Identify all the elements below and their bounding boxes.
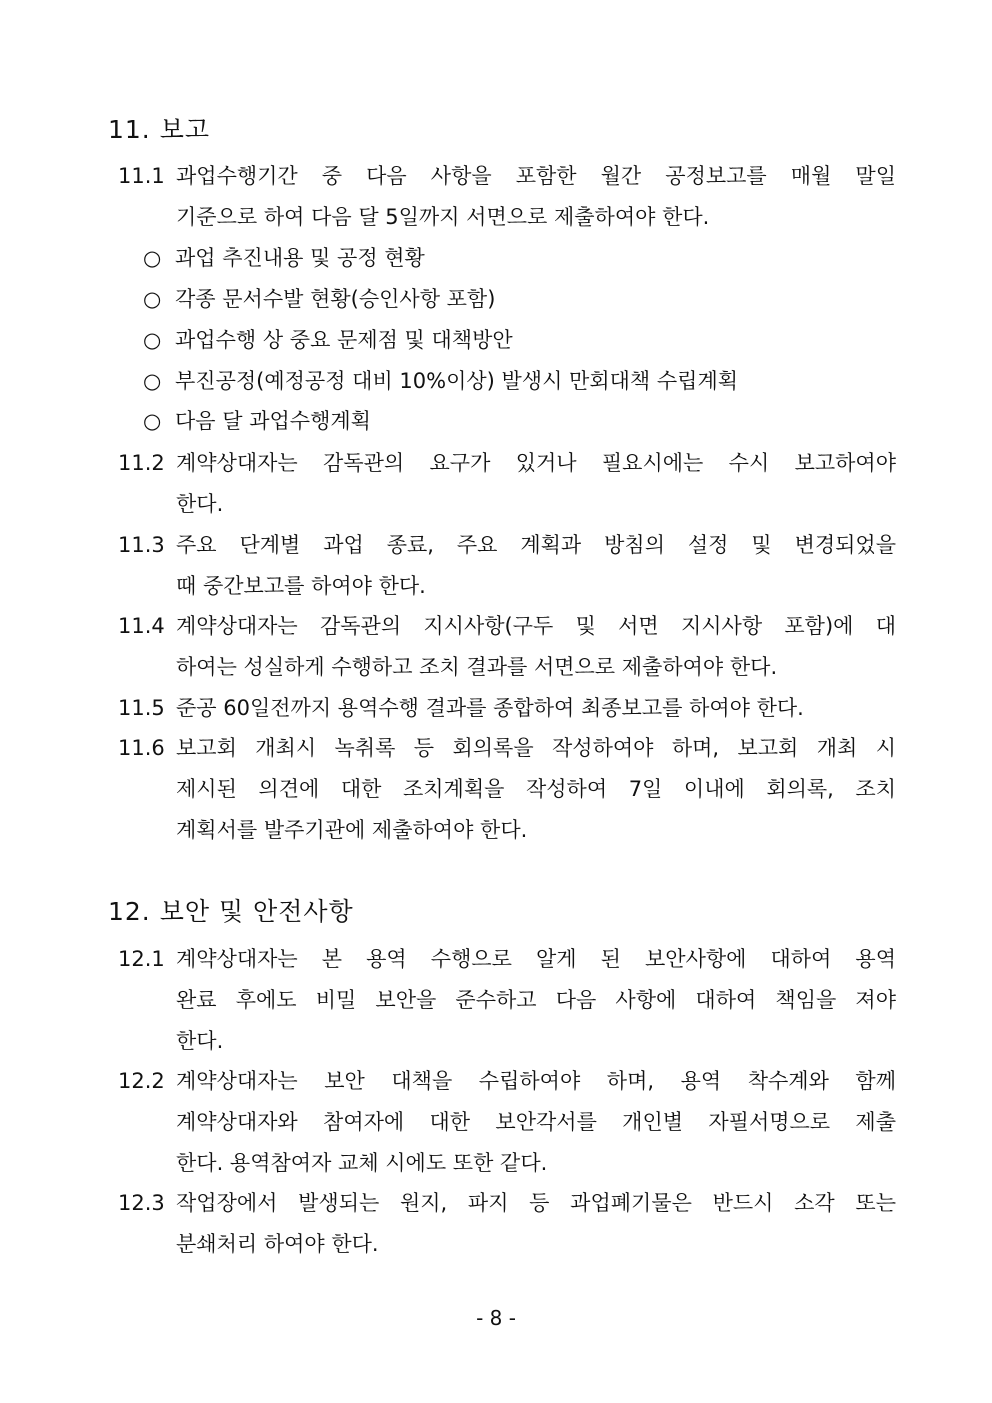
paragraph-text: 준공 60일전까지 용역수행 결과를 종합하여 최종보고를 하여야 한다. (176, 696, 804, 720)
paragraph-text: 한다. 용역참여자 교체 시에도 또한 같다. (176, 1151, 548, 1175)
paragraph-11-2 (118, 443, 896, 525)
paragraph-number: 11.3 (118, 533, 165, 557)
circle-bullet-icon: ○ (143, 328, 162, 352)
paragraph-text: 하여는 성실하게 수행하고 조치 결과를 서면으로 제출하여야 한다. (176, 655, 778, 679)
paragraph-12-3 (118, 1183, 896, 1265)
paragraph-text: 완료 후에도 비밀 보안을 준수하고 다음 사항에 대하여 책임을 져야 (176, 988, 896, 1012)
list-item: ○ 과업 추진내용 및 공정 현황 (143, 238, 425, 279)
circle-bullet-icon: ○ (143, 409, 162, 433)
paragraph-text: 분쇄처리 하여야 한다. (176, 1232, 379, 1256)
paragraph-text: 계약상대자와 참여자에 대한 보안각서를 개인별 자필서명으로 제출 (176, 1110, 896, 1134)
page-number: - 8 - (476, 1306, 516, 1330)
paragraph-text: 기준으로 하여 다음 달 5일까지 서면으로 제출하여야 한다. (176, 205, 710, 229)
paragraph-11-4 (118, 606, 896, 688)
paragraph-11-3 (118, 525, 896, 607)
paragraph-text: 한다. (176, 1029, 224, 1053)
paragraph-number: 12.1 (118, 947, 165, 971)
paragraph-text: 때 중간보고를 하여야 한다. (176, 574, 426, 598)
paragraph-text: 제시된 의견에 대한 조치계획을 작성하여 7일 이내에 회의록, 조치 (176, 777, 896, 801)
paragraph-number: 11.5 (118, 696, 165, 720)
paragraph-number: 11.6 (118, 736, 165, 760)
paragraph-number: 11.2 (118, 451, 165, 475)
paragraph-12-1 (118, 939, 896, 1062)
section-11-heading: 11. 보고 (108, 115, 211, 144)
paragraph-text: 계약상대자는 감독관의 지시사항(구두 및 서면 지시사항 포함)에 대 (176, 614, 896, 638)
paragraph-text: 계약상대자는 보안 대책을 수립하여야 하며, 용역 착수계와 함께 (176, 1069, 896, 1093)
paragraph-number: 12.3 (118, 1191, 165, 1215)
paragraph-number: 11.1 (118, 164, 165, 188)
paragraph-number: 12.2 (118, 1069, 165, 1093)
paragraph-11-5 (118, 688, 896, 729)
list-item: ○ 다음 달 과업수행계획 (143, 401, 371, 442)
paragraph-text: 주요 단계별 과업 종료, 주요 계획과 방침의 설정 및 변경되었을 (176, 533, 896, 557)
paragraph-12-2 (118, 1061, 896, 1184)
list-item: ○ 과업수행 상 중요 문제점 및 대책방안 (143, 320, 513, 361)
circle-bullet-icon: ○ (143, 287, 162, 311)
list-item: ○ 각종 문서수발 현황(승인사항 포함) (143, 279, 495, 320)
paragraph-text: 한다. (176, 492, 224, 516)
paragraph-11-6 (118, 728, 896, 851)
paragraph-number: 11.4 (118, 614, 165, 638)
circle-bullet-icon: ○ (143, 369, 162, 393)
paragraph-text: 과업수행기간 중 다음 사항을 포함한 월간 공정보고를 매월 말일 (176, 164, 896, 188)
paragraph-text: 계획서를 발주기관에 제출하여야 한다. (176, 818, 528, 842)
list-item: ○ 부진공정(예정공정 대비 10%이상) 발생시 만회대책 수립계획 (143, 361, 738, 402)
paragraph-text: 계약상대자는 감독관의 요구가 있거나 필요시에는 수시 보고하여야 (176, 451, 896, 475)
paragraph-text: 작업장에서 발생되는 원지, 파지 등 과업폐기물은 반드시 소각 또는 (176, 1191, 896, 1215)
paragraph-text: 계약상대자는 본 용역 수행으로 알게 된 보안사항에 대하여 용역 (176, 947, 896, 971)
paragraph-11-1 (118, 156, 896, 238)
paragraph-text: 보고회 개최시 녹취록 등 회의록을 작성하여야 하며, 보고회 개최 시 (176, 736, 896, 760)
circle-bullet-icon: ○ (143, 246, 162, 270)
section-12-heading: 12. 보안 및 안전사항 (108, 897, 354, 926)
